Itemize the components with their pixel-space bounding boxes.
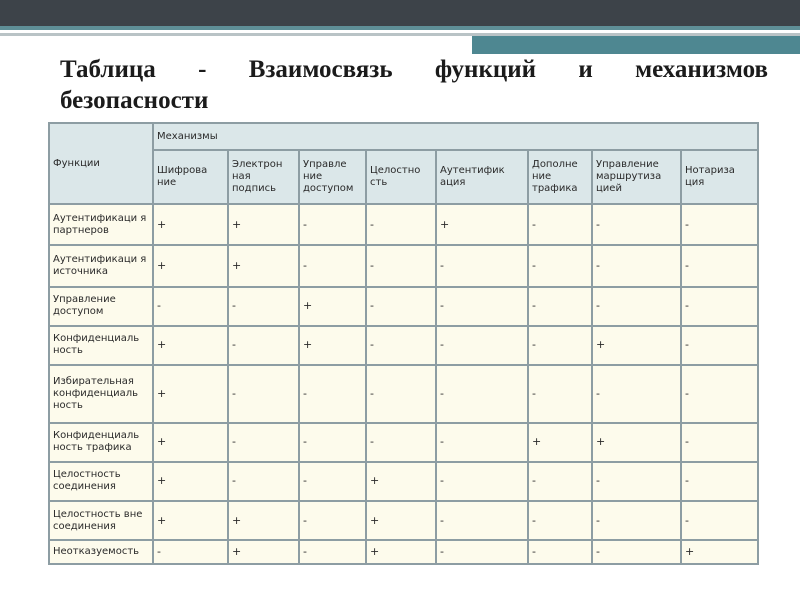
mechanism-header: Электрон ная подпись <box>228 150 299 204</box>
mechanism-value-cell: - <box>436 326 528 365</box>
mechanism-value-cell: - <box>366 423 436 462</box>
table-container <box>48 122 757 565</box>
mechanism-value-cell: - <box>153 287 228 326</box>
mechanism-value-cell: - <box>592 462 681 501</box>
mechanism-value-cell: + <box>366 540 436 564</box>
mechanism-value-cell: - <box>592 204 681 245</box>
mechanism-value-cell: - <box>436 287 528 326</box>
function-name-cell: Целостность соединения <box>49 462 153 501</box>
table-row <box>49 287 758 326</box>
mechanism-value-cell: - <box>681 245 758 286</box>
mechanisms-header: Механизмы <box>153 123 758 150</box>
mechanism-value-cell: - <box>228 365 299 423</box>
mechanism-value-cell: - <box>366 245 436 286</box>
table-row <box>49 501 758 540</box>
mechanism-value-cell: - <box>436 501 528 540</box>
mechanism-value-cell: - <box>592 287 681 326</box>
mechanism-value-cell: + <box>153 204 228 245</box>
mechanism-value-cell: - <box>681 326 758 365</box>
title-word: - <box>198 56 207 83</box>
mechanism-value-cell: + <box>228 245 299 286</box>
mechanism-value-cell: - <box>436 245 528 286</box>
function-name-cell: Аутентификаци я источника <box>49 245 153 286</box>
mechanism-value-cell: - <box>366 287 436 326</box>
mechanism-value-cell: - <box>436 423 528 462</box>
table-row <box>49 326 758 365</box>
mechanism-value-cell: - <box>528 287 592 326</box>
table-row <box>49 365 758 423</box>
mechanism-value-cell: - <box>299 540 366 564</box>
mechanism-value-cell: - <box>366 365 436 423</box>
mechanism-value-cell: - <box>681 287 758 326</box>
slide-decor-block <box>472 36 800 54</box>
mechanism-value-cell: - <box>436 365 528 423</box>
mechanism-value-cell: + <box>228 501 299 540</box>
mechanism-value-cell: - <box>299 245 366 286</box>
mechanism-value-cell: + <box>299 287 366 326</box>
mechanism-value-cell: - <box>299 423 366 462</box>
function-name-cell: Аутентификаци я партнеров <box>49 204 153 245</box>
mechanism-value-cell: - <box>228 462 299 501</box>
function-name-cell: Конфиденциаль ность трафика <box>49 423 153 462</box>
functions-mechanisms-table <box>48 122 759 565</box>
function-name-cell: Целостность вне соединения <box>49 501 153 540</box>
table-row <box>49 204 758 245</box>
mechanism-value-cell: + <box>592 326 681 365</box>
mechanism-value-cell: - <box>366 204 436 245</box>
title-word: Таблица <box>60 56 156 83</box>
mechanism-value-cell: - <box>436 462 528 501</box>
slide-title-line-2: безопасности <box>60 87 209 114</box>
mechanism-value-cell: + <box>153 365 228 423</box>
mechanism-value-cell: + <box>681 540 758 564</box>
function-name-cell: Избирательная конфиденциаль ность <box>49 365 153 423</box>
mechanism-value-cell: - <box>436 540 528 564</box>
mechanism-value-cell: - <box>528 501 592 540</box>
slide-accent-stripe <box>0 26 800 30</box>
mechanism-header: Управление маршрутиза цией <box>592 150 681 204</box>
mechanism-value-cell: - <box>299 462 366 501</box>
mechanism-value-cell: - <box>299 501 366 540</box>
mechanism-value-cell: - <box>228 287 299 326</box>
mechanism-header: Управле ние доступом <box>299 150 366 204</box>
function-name-cell: Неотказуемость <box>49 540 153 564</box>
mechanism-value-cell: - <box>592 245 681 286</box>
slide-top-bar <box>0 0 800 26</box>
mechanism-value-cell: - <box>592 501 681 540</box>
mechanism-value-cell: + <box>366 501 436 540</box>
mechanism-value-cell: - <box>299 204 366 245</box>
table-row <box>49 540 758 564</box>
mechanism-header: Нотариза ция <box>681 150 758 204</box>
mechanism-value-cell: - <box>228 326 299 365</box>
table-row <box>49 423 758 462</box>
function-name-cell: Конфиденциаль ность <box>49 326 153 365</box>
mechanism-value-cell: - <box>528 365 592 423</box>
mechanism-value-cell: - <box>153 540 228 564</box>
slide-title-line-1 <box>60 54 768 85</box>
mechanism-value-cell: + <box>153 501 228 540</box>
title-word: функций <box>434 56 537 83</box>
table-row <box>49 245 758 286</box>
mechanism-value-cell: - <box>528 462 592 501</box>
mechanism-value-cell: - <box>592 540 681 564</box>
mechanism-value-cell: + <box>592 423 681 462</box>
mechanism-value-cell: - <box>528 326 592 365</box>
mechanism-value-cell: - <box>681 501 758 540</box>
mechanism-header: Целостно сть <box>366 150 436 204</box>
mechanism-value-cell: + <box>228 540 299 564</box>
mechanism-header: Аутентифик ация <box>436 150 528 204</box>
mechanism-value-cell: + <box>153 462 228 501</box>
mechanism-value-cell: - <box>228 423 299 462</box>
mechanism-header: Дополне ние трафика <box>528 150 592 204</box>
mechanism-value-cell: + <box>436 204 528 245</box>
mechanism-value-cell: - <box>366 326 436 365</box>
functions-header: Функции <box>49 123 153 204</box>
mechanism-value-cell: + <box>366 462 436 501</box>
mechanism-value-cell: + <box>153 245 228 286</box>
mechanism-value-cell: - <box>592 365 681 423</box>
mechanism-value-cell: - <box>528 204 592 245</box>
title-word: и <box>578 56 593 83</box>
mechanism-value-cell: - <box>528 540 592 564</box>
mechanism-value-cell: - <box>681 423 758 462</box>
function-name-cell: Управление доступом <box>49 287 153 326</box>
mechanism-value-cell: - <box>528 245 592 286</box>
mechanism-value-cell: + <box>528 423 592 462</box>
mechanism-value-cell: + <box>153 326 228 365</box>
mechanism-value-cell: + <box>228 204 299 245</box>
title-word: механизмов <box>635 56 768 83</box>
mechanism-value-cell: - <box>681 204 758 245</box>
table-row <box>49 462 758 501</box>
slide-title <box>60 54 768 116</box>
mechanism-value-cell: + <box>299 326 366 365</box>
mechanism-value-cell: - <box>299 365 366 423</box>
mechanism-value-cell: - <box>681 365 758 423</box>
mechanism-header: Шифрова ние <box>153 150 228 204</box>
mechanism-value-cell: - <box>681 462 758 501</box>
mechanism-value-cell: + <box>153 423 228 462</box>
title-word: Взаимосвязь <box>248 56 393 83</box>
